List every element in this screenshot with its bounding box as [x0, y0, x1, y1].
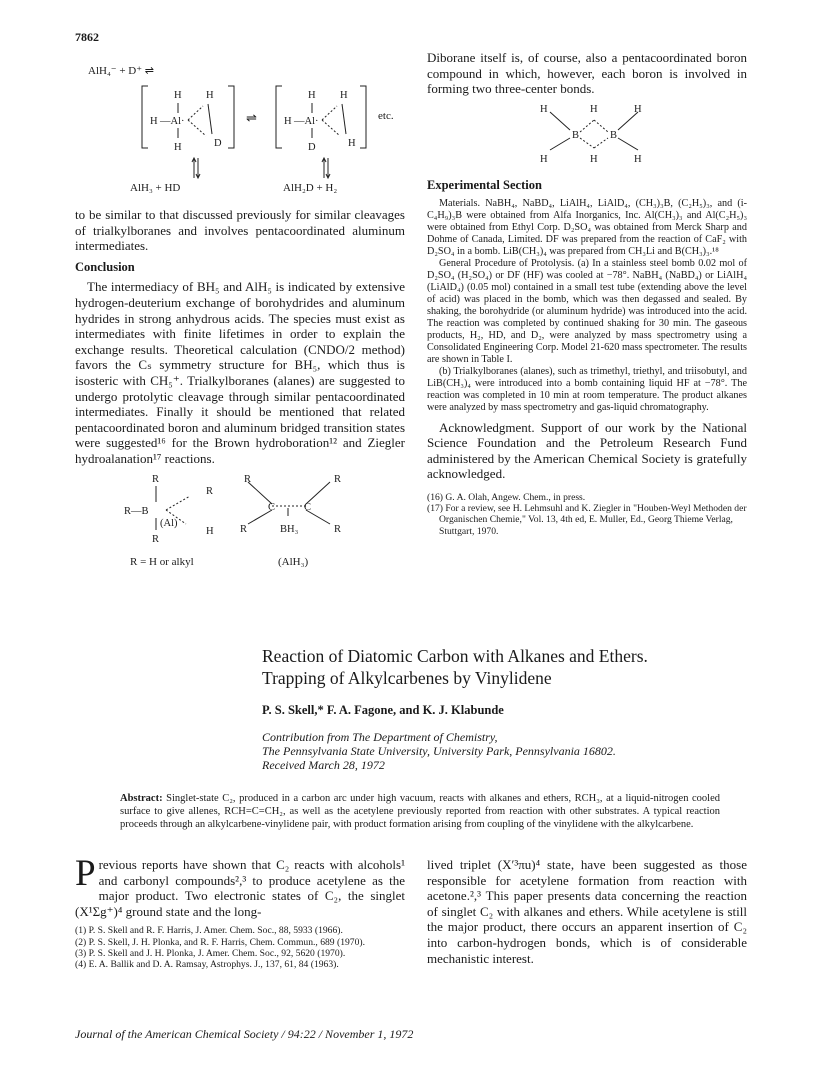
scheme-1 — [88, 58, 408, 198]
article-footnotes — [75, 925, 405, 970]
journal-footer: Journal of the American Chemical Society / 94:22 / November 1, 1972 — [75, 1027, 414, 1041]
right-column-experimental — [427, 178, 747, 537]
procedure-b-paragraph: (b) Trialkylboranes (alanes), such as trimethyl, triethyl, and triisobutyl, and LiB(CH₃)₄ were introduced into a bomb containing liquid HF at −78°. The reaction was completed in 10 min at room temperature. The product alkanes were analyzed by mass spectrometry and gas-liquid chromatography. — [427, 365, 747, 413]
scheme1-etc: etc. — [378, 110, 394, 122]
acknowledgment-paragraph: Acknowledgment. Support of our work by the National Science Foundation and the Petroleum Research Fund administered by the American Chemical Society is gratefully acknowledged. — [427, 419, 747, 482]
svg-text:H: H — [634, 154, 642, 165]
scheme1-right-products: AlH₂D + H₂ — [283, 182, 338, 194]
scheme1-arrow: ⇌ — [246, 110, 257, 125]
svg-text:H: H — [284, 116, 292, 127]
svg-text:R: R — [152, 474, 160, 485]
diborane-structure — [530, 100, 660, 170]
procedure-a-paragraph: General Procedure of Protolysis. (a) In a stainless steel bomb 0.02 mol of D₂SO₄ (H₂SO₄) or DF (HF) was cooled at −78°. NaBH₄ (NaBD₄) or LiAlH₄ (LiAlD₄) (0.05 mol) contained in a small test tube (extending above the level of acid) was placed in the bomb, which was then degassed and sealed. By shaking, the borohydride (or aluminum hydride) was introduced into the acid. The reaction was completed by continued shaking for 30 min. The gaseous products, H₂, HD, and D₂, were analyzed by mass spectrometry using a Consolidated Engineering Corp. Model 21-620 mass spectrometer. The results are shown in Table I. — [427, 257, 747, 365]
svg-text:H: H — [174, 90, 182, 101]
body-left-text: revious reports have shown that C₂ reacts with alcohols¹ and carbonyl compounds²,³ to produce acetylene as the major product. Two electronic states of C₂, the singlet (X¹Σg⁺)⁴ ground state and the long- — [75, 857, 405, 919]
scheme1-left-products: AlH₃ + HD — [130, 182, 181, 194]
svg-text:H: H — [590, 104, 598, 115]
body-right-column — [427, 857, 747, 966]
svg-text:—Al·: —Al· — [294, 116, 319, 127]
svg-text:H: H — [348, 138, 356, 149]
left-column — [75, 207, 405, 467]
body-left-column — [75, 853, 405, 970]
svg-text:H: H — [206, 526, 214, 537]
svg-text:R—B: R—B — [124, 506, 149, 517]
svg-text:H: H — [150, 116, 158, 127]
svg-text:H: H — [590, 154, 598, 165]
footnote-16: (16) G. A. Olah, Angew. Chem., in press. — [427, 491, 586, 503]
svg-text:H: H — [540, 104, 548, 115]
abstract-label: Abstract: — [120, 793, 163, 804]
scheme2-bh3: BH₃ — [280, 524, 299, 535]
article-title — [262, 645, 792, 689]
affil-line1: Contribution from The Department of Chemistry, — [262, 730, 498, 744]
drop-cap: P — [75, 853, 96, 894]
affil-line2: The Pennsylvania State University, University Park, Pennsylvania 16802. — [262, 744, 616, 758]
svg-text:D: D — [214, 138, 222, 149]
footnotes-top — [427, 492, 747, 537]
abstract-text: Singlet-state C₂, produced in a carbon arc under high vacuum, reacts with alkanes and ethers, RCH₃, at a liquid-nitrogen cooled surface to give allenes, RCH=C=CH₂, as well as the acetylene previously reported from reaction with other substrates. A typical reaction proceeds through an alkylcarbene-vinylidene pair, with product formation arising from coupling of the vinylidene with the alkylcarbene. — [120, 793, 721, 830]
svg-text:H: H — [308, 90, 316, 101]
affil-line3: Received March 28, 1972 — [262, 758, 385, 772]
svg-text:H: H — [634, 104, 642, 115]
abstract — [120, 793, 720, 831]
materials-paragraph: Materials. NaBH₄, NaBD₄, LiAlH₄, LiAlD₄, (CH₃)₃B, (C₂H₅)₃, and (i-C₄H₉)₃B were obtained from Alfa Inorganics, Inc. Al(CH₃)₃ and Al(C₂H₅)₃ were obtained from Ethyl Corp. D₂SO₄ was obtained from Merck Sharp and Dohme of Canada, Limited. DF was prepared from the reaction of CaF₂ with D₂SO₄ in a bomb. LiB(CH₃)₄ was prepared from CH₃Li and B(CH₃)₃.¹⁸ — [427, 197, 747, 257]
svg-text:R: R — [152, 534, 160, 545]
article-title-line1: Reaction of Diatomic Carbon with Alkanes and Ethers. — [262, 646, 648, 666]
scheme1-structures — [88, 58, 408, 198]
scheme2-left-caption: R = H or alkyl — [130, 556, 194, 568]
svg-text:R: R — [240, 524, 248, 535]
conclusion-text: The intermediacy of BH₅ and AlH₅ is indicated by extensive hydrogen-deuterium exchange of borohydrides and aluminum hydrides in strong anhydrous acids. The species must exist as intermediates with finite lifetimes in order to explain the exchange results. Theoretical calculation (CNDO/2 method) favors the Cₛ symmetry structure for BH₅, which thus is isosteric with CH₅⁺. Trialkylboranes (alanes) are suggested to undergo protolytic cleavage through similar pentacoordinated intermediates. Finally it should be mentioned that related pentacoordinated boron and aluminum bridged transition states were suggested¹⁶ for the Brown hydroboration¹² and Ziegler hydroalanation¹⁷ reactions. — [75, 279, 405, 466]
svg-text:B: B — [610, 130, 618, 141]
svg-text:C: C — [268, 502, 276, 513]
footnote-3: (3) P. S. Skell and J. H. Plonka, J. Amer. Chem. Soc., 92, 5620 (1970). — [75, 947, 346, 959]
footnote-17: (17) For a review, see H. Lehmsuhl and K. Ziegler in "Houben-Weyl Methoden der Organischen Chemie," Vol. 13, 4th ed, E. Muller, Ed., Georg Thieme Verlag, Stuttgart, 1970. — [427, 503, 747, 537]
article-affiliation — [262, 730, 732, 772]
svg-text:C: C — [304, 502, 312, 513]
scheme2-al-label: (Al) — [160, 518, 178, 529]
svg-text:H: H — [206, 90, 214, 101]
scheme1-equation: AlH₄⁻ + D⁺ ⇌ — [88, 65, 155, 77]
svg-text:H: H — [540, 154, 548, 165]
footnote-2: (2) P. S. Skell, J. H. Plonka, and R. F. Harris, Chem. Commun., 689 (1970). — [75, 936, 365, 948]
svg-text:H: H — [174, 142, 182, 153]
svg-text:R: R — [206, 486, 214, 497]
article-authors: P. S. Skell,* F. A. Fagone, and K. J. Klabunde — [262, 703, 504, 717]
svg-text:R: R — [244, 474, 252, 485]
scheme2-right-caption: (AlH₃) — [278, 556, 309, 568]
right-column-top — [427, 50, 747, 97]
footnote-4: (4) E. A. Ballik and D. A. Ramsay, Astrophys. J., 137, 61, 84 (1963). — [75, 958, 339, 970]
article-title-line2: Trapping of Alkylcarbenes by Vinylidene — [262, 668, 552, 688]
body-right-text: lived triplet (X′³πu)⁴ state, have been suggested as those responsible for acetylene formation from reaction with acetone.²,³ This paper presents data concerning the reaction of singlet C₂ with alkanes and ethers. While acetylene is still the major product, there occurs an apparent insertion of C₂ into carbon-hydrogen bonds, which is of considerable mechanistic interest. — [427, 857, 747, 966]
svg-text:H: H — [340, 90, 348, 101]
page-number: 7862 — [75, 30, 99, 44]
footnote-1: (1) P. S. Skell and R. F. Harris, J. Amer. Chem. Soc., 88, 5933 (1966). — [75, 925, 343, 937]
experimental-heading: Experimental Section — [427, 178, 542, 192]
svg-text:R: R — [334, 474, 342, 485]
svg-text:R: R — [334, 524, 342, 535]
svg-text:—Al·: —Al· — [160, 116, 185, 127]
right-top-paragraph: Diborane itself is, of course, also a pentacoordinated boron compound in which, however, each boron is involved in forming two three-center bonds. — [427, 50, 747, 97]
svg-text:B: B — [572, 130, 580, 141]
svg-text:D: D — [308, 142, 316, 153]
conclusion-heading: Conclusion — [75, 259, 135, 274]
left-top-paragraph: to be similar to that discussed previously for similar cleavages of trialkylboranes and involves pentacoordinated aluminum intermediates. — [75, 207, 405, 254]
scheme-2 — [120, 472, 370, 582]
